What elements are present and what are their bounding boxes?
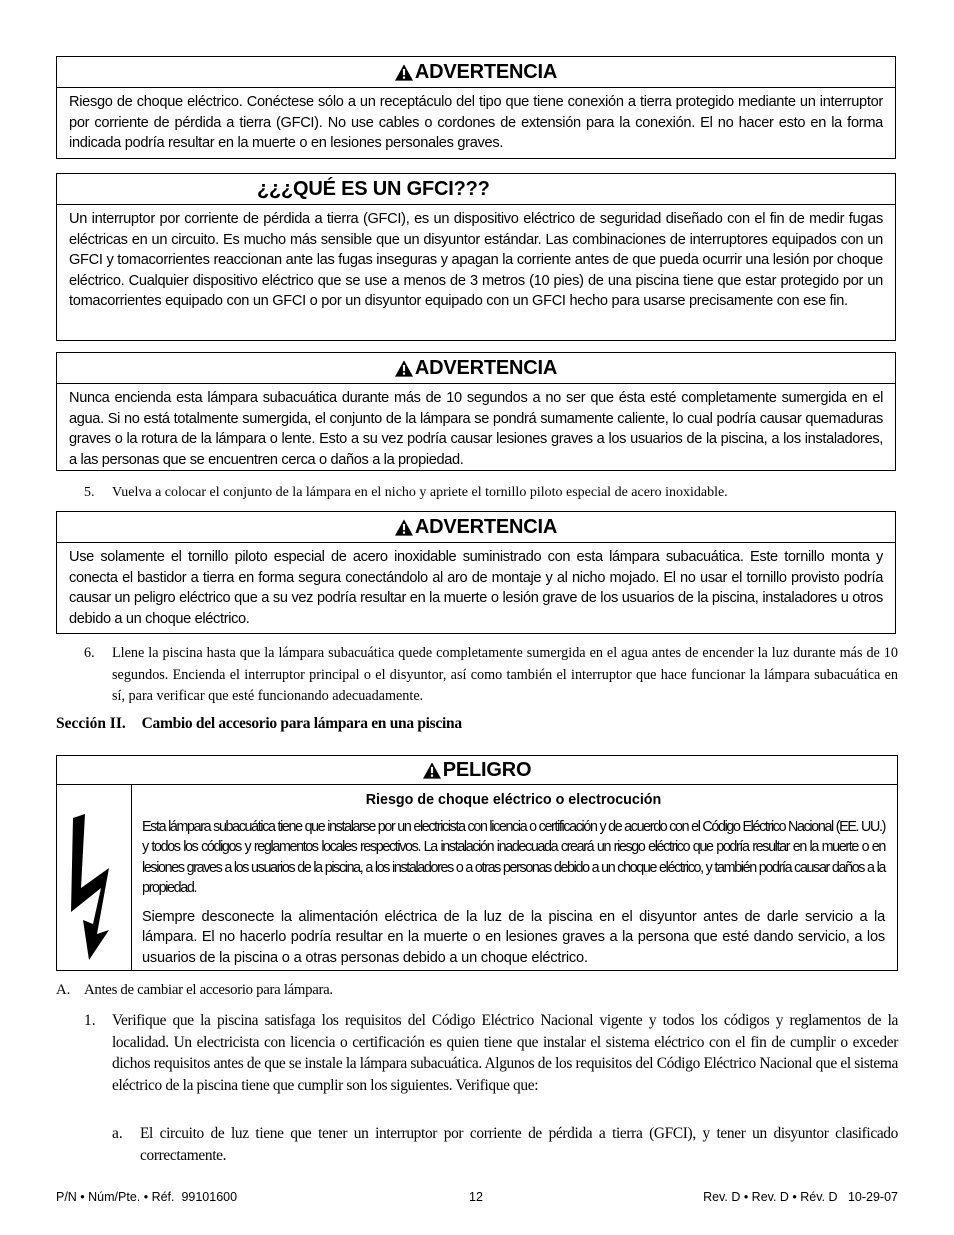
warning-body-1: Riesgo de choque eléctrico. Conéctese sólo a un receptáculo del tipo que tiene conexión a tierra protegido mediante un interruptor por corriente de pérdida a tierra (GFCI). No use cables o cordones de extensión para la conexión. El no hacer esto en la forma indicada podría resultar en la muerte o en lesiones personales graves. [69, 94, 883, 151]
warning-triangle-icon [395, 360, 413, 377]
danger-paragraph-2: Siempre desconecte la alimentación eléctrica de la luz de la piscina en el disyuntor antes de darle servicio a la lámpara. El no hacerlo podría resultar en la muerte o en lesiones graves a la persona que esté dando servicio, a los usuarios de la piscina o a otras personas debido a un choque eléctrico. [142, 908, 885, 966]
danger-title-text: PELIGRO [442, 759, 532, 781]
footer-part-number: P/N • Núm/Pte. • Réf. 99101600 [56, 1190, 238, 1204]
footer-revision: Rev. D • Rev. D • Rév. D 10-29-07 [703, 1190, 898, 1204]
step-1 [84, 1010, 898, 1096]
footer-page-number: 12 [469, 1190, 483, 1204]
gfci-body: Un interruptor por corriente de pérdida a tierra (GFCI), es un dispositivo eléctrico de seguridad diseñado con el fin de medir fugas eléctricas en un circuito. Es mucho más sensible que un disyuntor estándar. Las combinaciones de interruptores equipados con un GFCI y tomacorrientes reaccionan ante las fugas inseguras y apagan la corriente antes de que pueda ocurrir una lesión por choque eléctrico. Cualquier dispositivo eléctrico que se use a menos de 3 metros (10 pies) de una piscina tiene que estar protegido por un tomacorrientes equipado con un GFCI o por un disyuntor equipado con un GFCI hecho para usarse precisamente con ese fin. [69, 211, 883, 309]
danger-paragraph-1: Esta lámpara subacuática tiene que instalarse por un electricista con licencia o certificación y de acuerdo con el Código Eléctrico Nacional (EE. UU.) y todos los códigos y reglamentos locales respectivos. La instalación inadecuada creará un riesgo eléctrico que podría resultar en la muerte o en lesiones graves a los usuarios de la piscina, a los instaladores o a otras personas debido a un choque eléctrico, y también podría causar daños a la propiedad. [142, 818, 885, 896]
step-a-upper [56, 980, 898, 1002]
section-heading [56, 715, 462, 733]
warning-title-1 [57, 57, 895, 88]
section-title: Cambio del accesorio para lámpara en una piscina [141, 715, 462, 732]
warning-title-text-1: ADVERTENCIA [414, 61, 558, 83]
step-number: 1. [84, 1012, 96, 1029]
danger-box [56, 755, 898, 971]
warning-body-2: Nunca encienda esta lámpara subacuática durante más de 10 segundos a no ser que ésta esté completamente sumergida en el agua. Si no está totalmente sumergida, el conjunto de la lámpara se pondrá sumamente caliente, lo cual podría causar quemaduras graves o la rotura de la lámpara o lente. Esto a su vez podría causar lesiones graves a los usuarios de la piscina, a los instaladores, a las personas que se encuentren cerca o daños a la propiedad. [69, 390, 883, 468]
warning-title-3 [57, 512, 895, 543]
warning-triangle-icon [395, 64, 413, 81]
warning-box-2 [56, 352, 896, 471]
warning-title-text-3: ADVERTENCIA [414, 516, 558, 538]
step-number: A. [56, 982, 71, 998]
step-number: 5. [84, 485, 95, 500]
warning-triangle-icon [395, 519, 413, 536]
step-text: Verifique que la piscina satisfaga los requisitos del Código Eléctrico Nacional vigente y todos los códigos y reglamentos de la localidad. Un electricista con licencia o certificación es quien tiene que instalar el sistema eléctrico con el fin de cumplir o exceder dichos requisitos antes de que se instale la lámpara subacuática. Algunos de los requisitos del Código Eléctrico Nacional que el sistema eléctrico de la piscina tiene que cumplir son los siguientes. Verifique que: [112, 1012, 898, 1094]
danger-symbol-cell [57, 784, 132, 970]
warning-triangle-icon [423, 762, 441, 779]
danger-subtitle: Riesgo de choque eléctrico o electrocución [365, 792, 662, 808]
warning-title-2 [57, 353, 895, 384]
step-a-lower [112, 1123, 898, 1166]
gfci-box [56, 173, 896, 341]
warning-box-1 [56, 56, 896, 159]
danger-title [57, 756, 897, 785]
step-number: 6. [84, 645, 95, 661]
warning-box-3 [56, 511, 896, 634]
step-number: a. [112, 1125, 123, 1142]
warning-title-text-2: ADVERTENCIA [414, 357, 558, 379]
step-text: Llene la piscina hasta que la lámpara subacuática quede completamente sumergida en el agua antes de encender la luz durante más de 10 segundos. Encienda el interruptor principal o el disyuntor, así como también el interruptor que hace funcionar la lámpara subacuática en sí, para verificar que esté funcionando adecuadamente. [112, 645, 898, 704]
gfci-title: ¿¿¿QUÉ ES UN GFCI??? [57, 174, 895, 205]
step-6 [84, 643, 898, 708]
step-text: El circuito de luz tiene que tener un interruptor por corriente de pérdida a tierra (GFCI), y tener un disyuntor clasificado correctamente. [140, 1125, 898, 1164]
lightning-bolt-icon [57, 784, 131, 970]
step-text: Vuelva a colocar el conjunto de la lámpara en el nicho y apriete el tornillo piloto especial de acero inoxidable. [112, 485, 728, 500]
step-5 [84, 482, 898, 504]
section-label: Sección II. [56, 715, 126, 732]
danger-content [132, 784, 897, 970]
step-text: Antes de cambiar el accesorio para lámpara. [84, 982, 333, 998]
warning-body-3: Use solamente el tornillo piloto especial de acero inoxidable suministrado con esta lámpara subacuática. Este tornillo monta y conecta el bastidor a tierra en forma segura conectándolo al aro de montaje y al nicho mojado. El no usar el tornillo provisto podría causar un peligro eléctrico que a su vez podría resultar en la muerte o lesión grave de los usuarios de la piscina, instaladores u otros debido a un choque eléctrico. [69, 549, 883, 627]
